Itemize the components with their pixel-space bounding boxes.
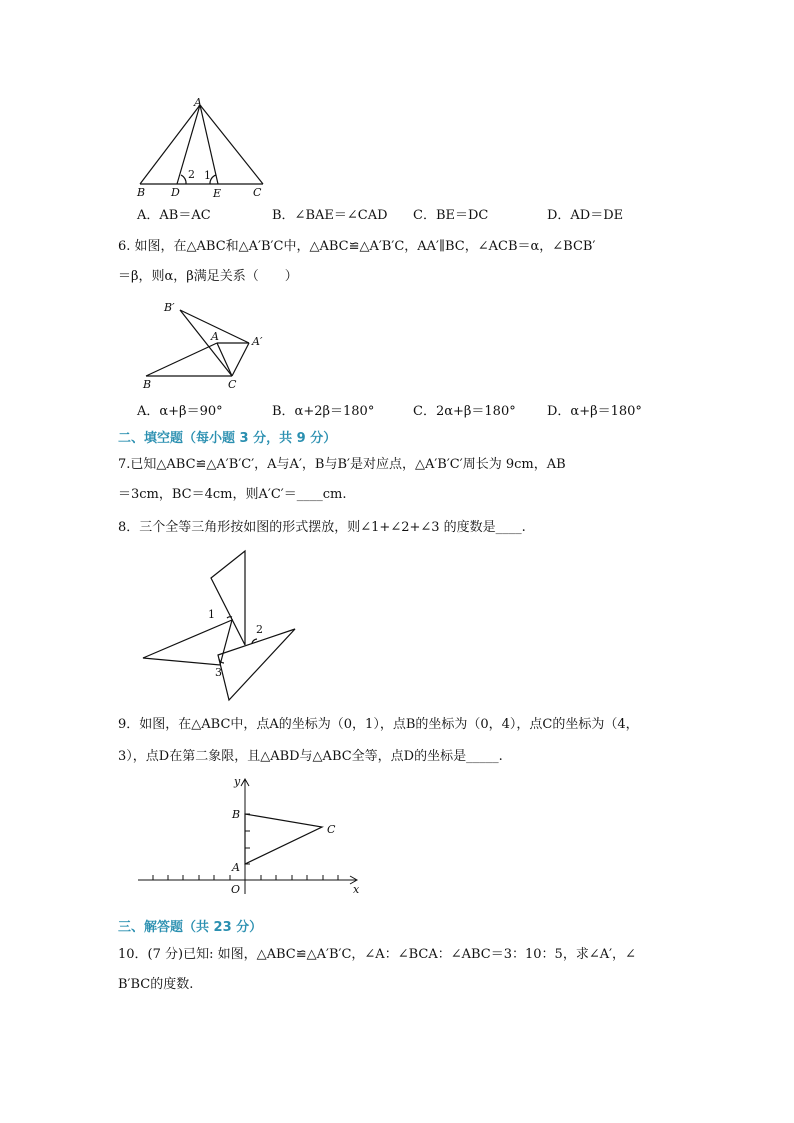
q9-text-line-1: 9．如图，在△ABC中，点A的坐标为（0，1），点B的坐标为（0，4），点C的坐标为（4， — [118, 717, 639, 732]
q5-figure — [130, 95, 280, 200]
q6-line-ba — [146, 343, 217, 376]
q8-label-2: 2 — [256, 623, 263, 636]
q9-text-line-2: 3），点D在第二象限，且△ABD与△ABC全等，点D的坐标是_____. — [118, 749, 503, 764]
q9-triangle-abc — [245, 814, 322, 864]
q9-label-x: x — [353, 883, 360, 896]
q5-angle-2-arc — [181, 175, 186, 184]
q5-label-d: D — [171, 186, 180, 199]
q8-triangle-top — [211, 551, 245, 645]
q6-line-apc — [232, 343, 249, 376]
q5-label-1: 1 — [204, 169, 211, 182]
q6-label-ap: A′ — [252, 335, 263, 348]
q5-label-c: C — [253, 186, 262, 199]
q8-label-1: 1 — [208, 608, 215, 621]
q5-option-d: D．AD＝DE — [547, 208, 624, 223]
q6-text-line-1: 6. 如图，在△ABC和△A′B′C中，△ABC≌△A′B′C，AA′∥BC，∠ACB＝α，∠BCB′ — [118, 239, 596, 254]
q6-label-bp: B′ — [164, 301, 175, 314]
q10-text-line-1: 10．(7 分)已知: 如图，△ABC≌△A′B′C，∠A：∠BCA：∠ABC＝3：10：5，求∠A′，∠ — [118, 947, 636, 962]
q5-label-2: 2 — [188, 168, 195, 181]
q9-label-c: C — [327, 823, 336, 836]
q9-label-o: O — [231, 883, 241, 896]
q6-label-b: B — [143, 378, 152, 391]
q8-label-3: 3 — [215, 666, 222, 679]
q9-label-b: B — [232, 808, 241, 821]
q9-y-ticks — [245, 814, 250, 864]
q6-text-line-2: ＝β，则α，β满足关系（ ） — [118, 269, 298, 284]
q8-text: 8．三个全等三角形按如图的形式摆放，则∠1+∠2+∠3 的度数是____. — [118, 520, 526, 535]
section-3-heading: 三、解答题（共 23 分） — [118, 920, 263, 935]
q5-label-b: B — [137, 186, 146, 199]
q6-option-c: C．2α+β＝180° — [413, 404, 516, 419]
q7-text-line-1: 7.已知△ABC≌△A′B′C′，A与A′，B与B′是对应点，△A′B′C′周长为 9cm，AB — [118, 457, 566, 472]
q5-label-e: E — [213, 187, 222, 200]
q7-text-line-2: ＝3cm，BC＝4cm，则A′C′＝____cm. — [118, 487, 347, 502]
q5-label-a: A — [194, 96, 202, 109]
q9-label-y: y — [234, 775, 241, 788]
q9-coordinate-figure — [130, 772, 370, 902]
q8-figure — [135, 545, 305, 710]
q5-option-c: C．BE＝DC — [413, 208, 489, 223]
q5-option-a: A．AB＝AC — [137, 208, 211, 223]
q6-option-a: A．α+β＝90° — [137, 404, 223, 419]
q6-label-c: C — [228, 378, 237, 391]
q6-option-b: B．α+2β＝180° — [272, 404, 375, 419]
q10-text-line-2: B′BC的度数. — [118, 977, 194, 992]
q6-figure — [135, 298, 275, 393]
section-2-heading: 二、填空题（每小题 3 分，共 9 分） — [118, 431, 337, 446]
q6-label-a: A — [211, 330, 219, 343]
q5-option-b: B．∠BAE＝∠CAD — [272, 208, 388, 223]
q9-label-a: A — [232, 861, 240, 874]
q6-option-d: D．α+β＝180° — [547, 404, 642, 419]
